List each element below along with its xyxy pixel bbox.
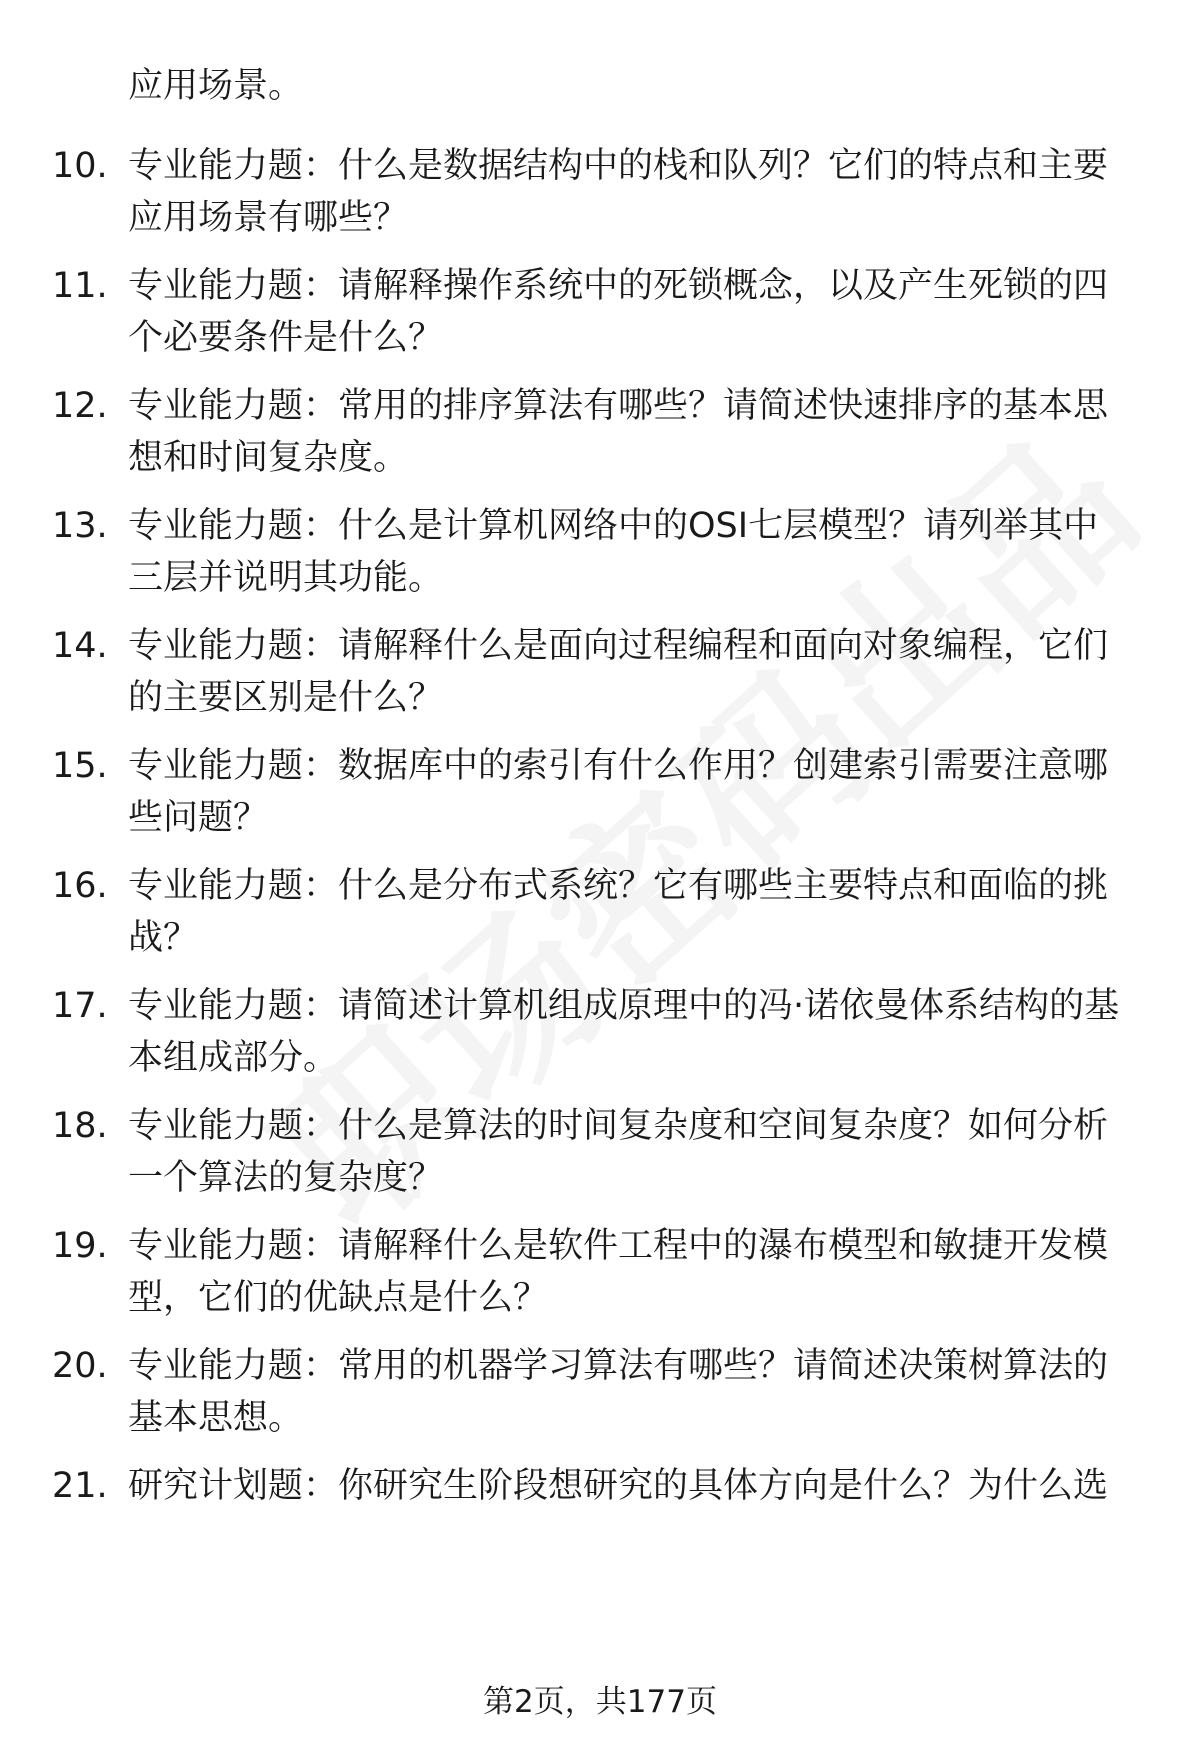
item-text-line: 专业能力题：请解释操作系统中的死锁概念，以及产生死锁的四 bbox=[128, 266, 1109, 306]
item-text-line: 专业能力题：数据库中的索引有什么作用？创建索引需要注意哪 bbox=[128, 746, 1109, 786]
item-text-line: 专业能力题：请解释什么是软件工程中的瀑布模型和敏捷开发模 bbox=[128, 1226, 1109, 1266]
list-item bbox=[52, 740, 1162, 844]
item-number: 18. bbox=[52, 1106, 108, 1146]
item-number: 17. bbox=[52, 986, 108, 1026]
item-text-line: 研究计划题：你研究生阶段想研究的具体方向是什么？为什么选 bbox=[128, 1466, 1109, 1506]
item-text-line: 专业能力题：请解释什么是面向过程编程和面向对象编程，它们 bbox=[128, 626, 1109, 666]
list-item bbox=[52, 860, 1162, 964]
item-text-line: 个必要条件是什么？ bbox=[128, 318, 444, 358]
item-text-line: 一个算法的复杂度？ bbox=[128, 1158, 444, 1198]
item-text-line: 专业能力题：请简述计算机组成原理中的冯·诺依曼体系结构的基 bbox=[128, 986, 1120, 1026]
list-item bbox=[52, 980, 1162, 1084]
list-item bbox=[52, 380, 1162, 484]
list-item bbox=[52, 1220, 1162, 1324]
item-number: 15. bbox=[52, 746, 108, 786]
item-text-line: 专业能力题：常用的排序算法有哪些？请简述快速排序的基本思 bbox=[128, 386, 1109, 426]
list-item bbox=[52, 1340, 1162, 1444]
list-item bbox=[52, 1100, 1162, 1204]
item-text-line: 专业能力题：什么是数据结构中的栈和队列？它们的特点和主要 bbox=[128, 146, 1109, 186]
item-text bbox=[128, 1220, 1198, 1324]
item-text-line: 专业能力题：什么是计算机网络中的OSI七层模型？请列举其中 bbox=[128, 506, 1099, 546]
item-text bbox=[128, 980, 1198, 1084]
item-text-line: 专业能力题：什么是算法的时间复杂度和空间复杂度？如何分析 bbox=[128, 1106, 1109, 1146]
item-text-line: 基本思想。 bbox=[128, 1398, 304, 1438]
item-number: 10. bbox=[52, 146, 108, 186]
item-text-line: 应用场景有哪些？ bbox=[128, 198, 409, 238]
item-text-line: 专业能力题：什么是分布式系统？它有哪些主要特点和面临的挑 bbox=[128, 866, 1109, 906]
item-number: 20. bbox=[52, 1346, 108, 1386]
item-text-line: 三层并说明其功能。 bbox=[128, 558, 444, 598]
item-number: 14. bbox=[52, 626, 108, 666]
item-number: 13. bbox=[52, 506, 108, 546]
page-number-footer: 第2页，共177页 bbox=[483, 1684, 717, 1720]
item-number: 16. bbox=[52, 866, 108, 906]
item-number: 11. bbox=[52, 266, 108, 306]
item-text bbox=[128, 380, 1198, 484]
list-item bbox=[52, 140, 1162, 244]
item-text-line: 的主要区别是什么？ bbox=[128, 678, 444, 718]
item-text bbox=[128, 260, 1198, 364]
item-text bbox=[128, 1100, 1198, 1204]
item-text bbox=[128, 1340, 1198, 1444]
continuation-text: 应用场景。 bbox=[128, 66, 304, 106]
item-text bbox=[128, 620, 1198, 724]
item-text bbox=[128, 1460, 1198, 1512]
item-number: 19. bbox=[52, 1226, 108, 1266]
item-text-line: 想和时间复杂度。 bbox=[128, 438, 409, 478]
item-text bbox=[128, 740, 1198, 844]
item-text-line: 战？ bbox=[128, 918, 199, 958]
item-text bbox=[128, 500, 1198, 604]
list-item bbox=[52, 500, 1162, 604]
item-text-line: 些问题？ bbox=[128, 798, 269, 838]
item-text-line: 专业能力题：常用的机器学习算法有哪些？请简述决策树算法的 bbox=[128, 1346, 1109, 1386]
item-text-line: 本组成部分。 bbox=[128, 1038, 339, 1078]
list-item bbox=[52, 260, 1162, 364]
item-number: 12. bbox=[52, 386, 108, 426]
item-text bbox=[128, 860, 1198, 964]
item-number: 21. bbox=[52, 1466, 108, 1506]
list-item bbox=[52, 620, 1162, 724]
list-item bbox=[52, 1460, 1162, 1520]
item-text-line: 型，它们的优缺点是什么？ bbox=[128, 1278, 549, 1318]
item-text bbox=[128, 140, 1198, 244]
